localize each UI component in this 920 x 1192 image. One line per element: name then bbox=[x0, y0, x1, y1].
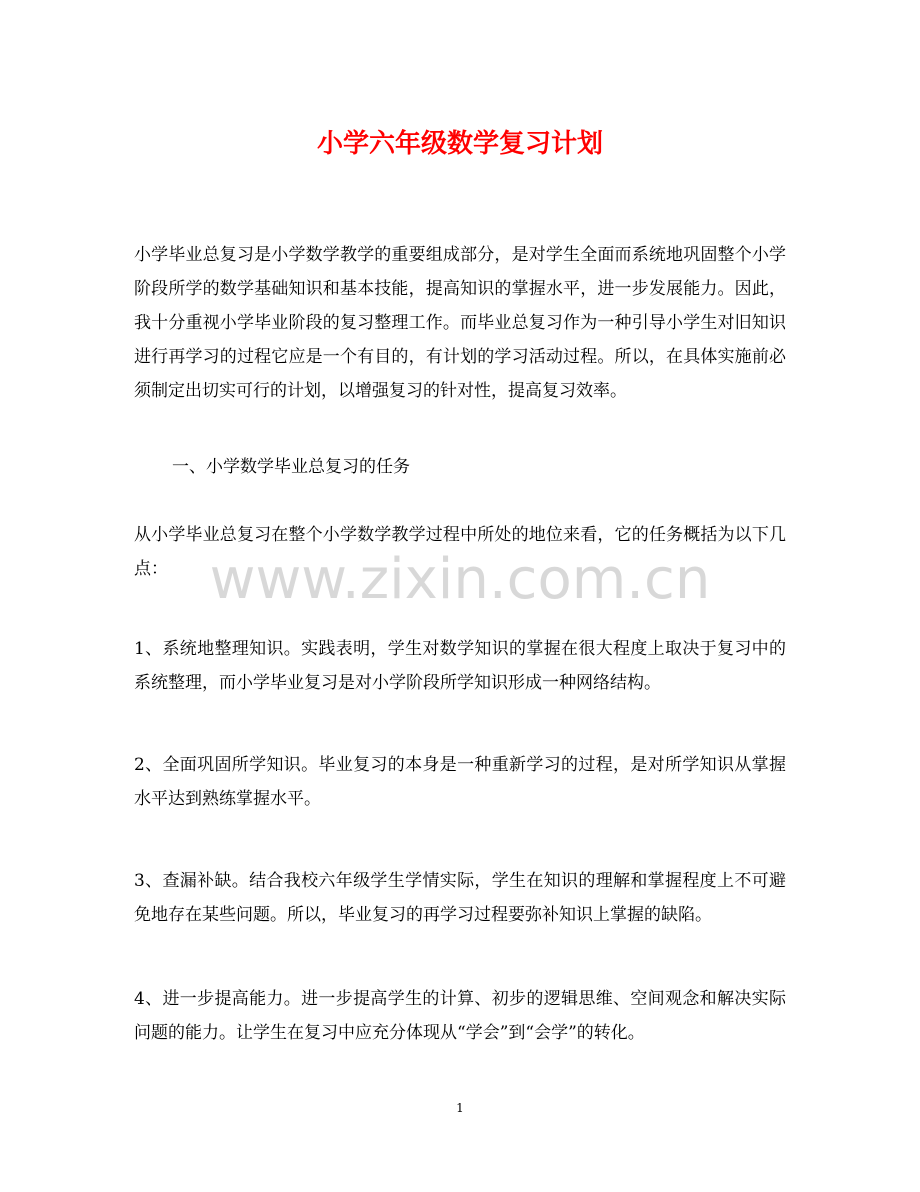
section-heading: 一、小学数学毕业总复习的任务 bbox=[172, 457, 410, 477]
list-item: 1、系统地整理知识。实践表明，学生对数学知识的掌握在很大程度上取决于复习中的系统整理，而小学毕业复习是对小学阶段所学知识形成一种网络结构。 bbox=[134, 639, 786, 693]
list-item: 3、查漏补缺。结合我校六年级学生学情实际，学生在知识的理解和掌握程度上不可避免地存在某些问题。所以，毕业复习的再学习过程要弥补知识上掌握的缺陷。 bbox=[134, 871, 786, 925]
intro-paragraph: 小学毕业总复习是小学数学教学的重要组成部分，是对学生全面而系统地巩固整个小学阶段所学的数学基础知识和基本技能，提高知识的掌握水平，进一步发展能力。因此，我十分重视小学毕业阶段的复习整理工作。而毕业总复习作为一种引导小学生对旧知识进行再学习的过程它应是一个有目的，有计划的学习活动过程。所以，在具体实施前必须制定出切实可行的计划，以增强复习的针对性，提高复习效率。 bbox=[134, 245, 786, 401]
list-item: 4、进一步提高能力。进一步提高学生的计算、初步的逻辑思维、空间观念和解决实际问题的能力。让学生在复习中应充分体现从“学会”到“会学”的转化。 bbox=[134, 989, 786, 1043]
page-number: 1 bbox=[456, 1101, 464, 1115]
watermark: www.zixin.com.cn bbox=[209, 547, 711, 612]
document-title: 小学六年级数学复习计划 bbox=[316, 129, 603, 159]
section-intro-paragraph: 从小学毕业总复习在整个小学数学教学过程中所处的地位来看，它的任务概括为以下几点： bbox=[134, 525, 786, 579]
list-item: 2、全面巩固所学知识。毕业复习的本身是一种重新学习的过程，是对所学知识从掌握水平达到熟练掌握水平。 bbox=[134, 755, 786, 809]
